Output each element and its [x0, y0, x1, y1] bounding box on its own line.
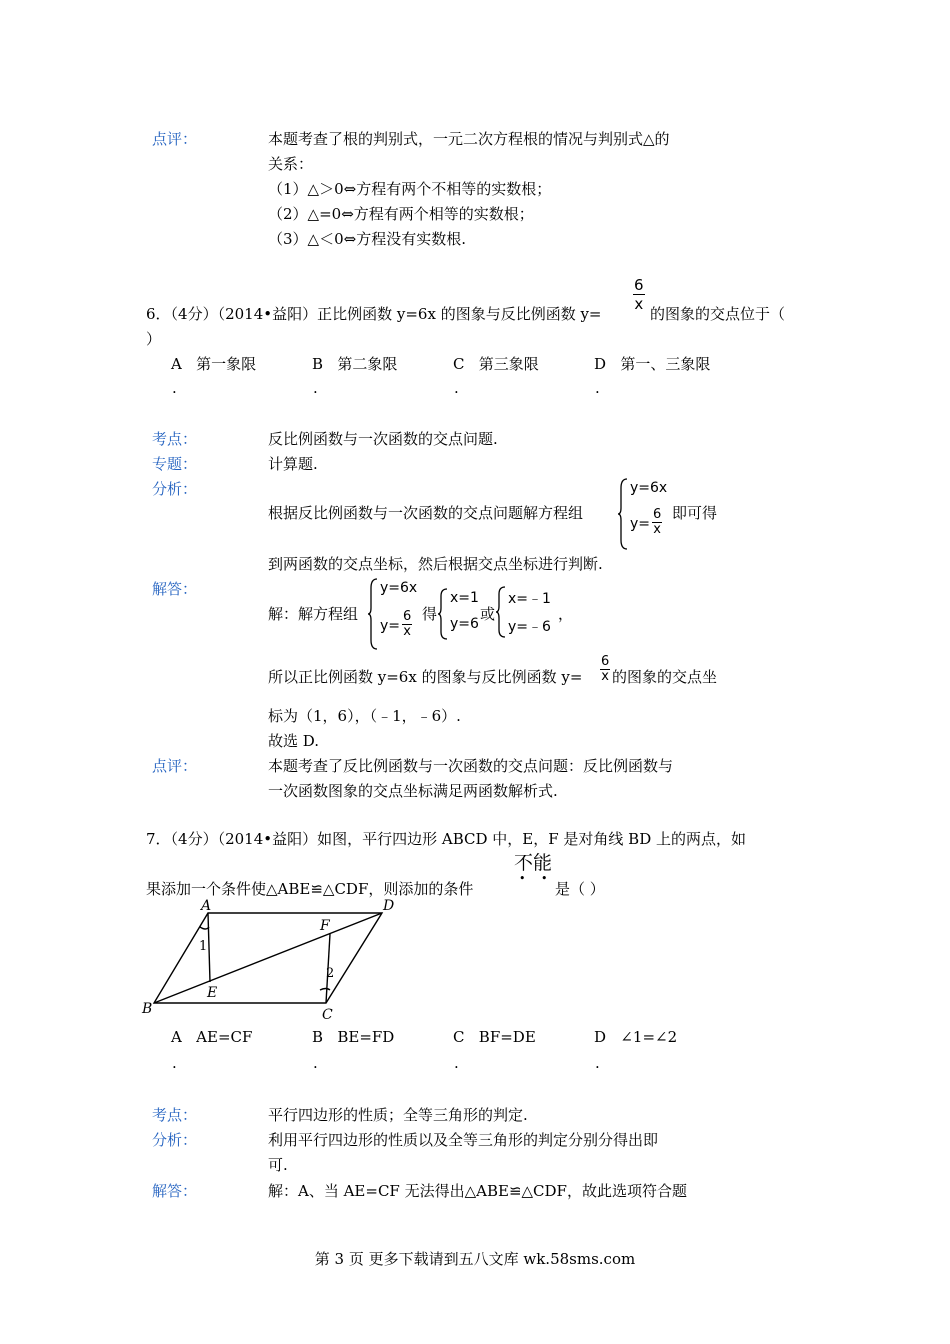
jieda-line2-tail: 的图象的交点坐 — [612, 668, 718, 686]
jieda-label: 解答： — [152, 580, 198, 598]
jieda-line3: 标为（1，6），（﹣1，﹣6）. — [268, 707, 461, 725]
option-dot: . — [313, 1054, 318, 1072]
fenxi-label: 分析： — [152, 1131, 198, 1149]
option-dot: . — [172, 379, 177, 397]
review-label: 点评： — [152, 757, 198, 775]
frac-denominator: x — [634, 295, 644, 313]
q7-stem-2: 果添加一个条件使△ABE≌△CDF，则添加的条件 — [146, 880, 474, 898]
option-text: 第三象限 — [478, 355, 539, 373]
system-fraction: $\frac{6}{x}$ — [403, 609, 412, 639]
q6-option-a[interactable] — [171, 353, 256, 374]
option-text: BF=DE — [478, 1028, 536, 1046]
review-line: 本题考查了根的判别式，一元二次方程根的情况与判别式△的 — [268, 130, 670, 148]
review-line: （3）△＜0⇔方程没有实数根. — [268, 230, 466, 248]
solution1-y: y=6 — [450, 616, 479, 632]
option-text: 第二象限 — [337, 355, 398, 373]
system-eq2: y= — [380, 618, 401, 634]
q6-stem-fraction — [633, 276, 645, 313]
q7-option-a[interactable] — [171, 1028, 252, 1046]
option-letter: D — [594, 1028, 607, 1046]
kaodian-text: 平行四边形的性质；全等三角形的判定. — [268, 1106, 528, 1124]
option-text: 第一、三象限 — [620, 355, 711, 373]
option-dot: . — [595, 379, 600, 397]
q6-option-c[interactable] — [453, 353, 539, 374]
system-eq1: y=6x — [630, 480, 668, 496]
jieda-de: 得 — [422, 605, 438, 623]
left-brace-icon — [368, 578, 378, 650]
emphasis-dot: • — [541, 872, 548, 885]
option-dot: . — [313, 379, 318, 397]
q7-stem: 7．（4分）（2014•益阳）如图，平行四边形 ABCD 中，E，F 是对角线 BD 上的两点，如 — [146, 830, 746, 848]
fenxi-text-2: 可. — [268, 1156, 288, 1174]
left-brace-icon — [618, 478, 628, 550]
option-letter: A — [171, 1028, 182, 1046]
q7-stem-3: 是（ ） — [555, 880, 605, 898]
jieda-systems — [368, 576, 608, 650]
emphasis-dot: • — [519, 872, 526, 885]
label-c: C — [322, 1007, 333, 1023]
jieda-text: 解：A、当 AE=CF 无法得出△ABE≌△CDF，故此选项符合题 — [268, 1182, 687, 1200]
frac-numerator: 6 — [634, 276, 644, 294]
fenxi-text: 根据反比例函数与一次函数的交点问题解方程组 — [268, 504, 584, 522]
label-f: F — [320, 918, 330, 934]
solution2-y: y=﹣6 — [508, 619, 551, 635]
label-a: A — [201, 898, 212, 914]
fenxi-text: 利用平行四边形的性质以及全等三角形的判定分别分得出即 — [268, 1131, 659, 1149]
jieda-label: 解答： — [152, 1182, 198, 1200]
option-text: ∠1=∠2 — [620, 1028, 678, 1046]
q6-stem-close: ） — [146, 330, 162, 348]
review-text: 一次函数图象的交点坐标满足两函数解析式. — [268, 782, 558, 800]
zhuanti-text: 计算题. — [268, 455, 318, 473]
system-eq1: y=6x — [380, 580, 418, 596]
fenxi-tail: 即可得 — [672, 504, 718, 522]
jieda-line2: 所以正比例函数 y=6x 的图象与反比例函数 y= — [268, 668, 583, 686]
option-dot: . — [172, 1054, 177, 1072]
system-fraction: $\frac{6}{x}$ — [653, 507, 662, 537]
jieda-comma: ， — [558, 605, 574, 623]
review-line: （2）△=0⇔方程有两个相等的实数根； — [268, 205, 534, 223]
review-line: （1）△＞0⇔方程有两个不相等的实数根； — [268, 180, 552, 198]
option-letter: B — [312, 355, 324, 373]
left-brace-icon — [438, 588, 448, 640]
option-letter: C — [453, 355, 465, 373]
system-eq2: y= — [630, 516, 651, 532]
diagonal-bd — [154, 913, 382, 1003]
kaodian-label: 考点： — [152, 1106, 198, 1124]
zhuanti-label: 专题： — [152, 455, 198, 473]
label-b: B — [142, 1001, 153, 1017]
kaodian-label: 考点： — [152, 430, 198, 448]
solution1-x: x=1 — [450, 590, 479, 606]
segment-ae — [208, 913, 210, 982]
option-dot: . — [595, 1054, 600, 1072]
option-letter: C — [453, 1028, 465, 1046]
review-label: 点评： — [152, 130, 198, 148]
q6-option-b[interactable] — [312, 353, 397, 374]
label-d: D — [383, 898, 395, 914]
kaodian-text: 反比例函数与一次函数的交点问题. — [268, 430, 498, 448]
q6-stem — [146, 303, 602, 324]
label-e: E — [207, 985, 218, 1001]
parallelogram-figure — [140, 893, 400, 1023]
review-line: 关系： — [268, 155, 314, 173]
q7-option-d[interactable] — [594, 1028, 677, 1046]
q6-stem-text: 6．（4分）（2014•益阳）正比例函数 y=6x 的图象与反比例函数 y= — [146, 305, 602, 323]
q7-option-c[interactable] — [453, 1028, 536, 1046]
jieda-or: 或 — [480, 605, 496, 623]
q7-option-b[interactable] — [312, 1028, 394, 1046]
option-dot: . — [454, 379, 459, 397]
q6-option-d[interactable] — [594, 353, 710, 374]
fenxi-label: 分析： — [152, 480, 198, 498]
angle-2-label: 2 — [326, 966, 335, 981]
angle-2-arc — [320, 989, 330, 991]
jieda-line4: 故选 D. — [268, 732, 320, 750]
jieda-text: 解：解方程组 — [268, 605, 359, 623]
solution2-x: x=﹣1 — [508, 591, 551, 607]
q7-emphasis: 不能 — [514, 852, 553, 874]
angle-1-label: 1 — [199, 939, 208, 954]
page-footer: 第 3 页 更多下载请到五八文库 wk.58sms.com — [314, 1250, 636, 1268]
review-text: 本题考查了反比例函数与一次函数的交点问题：反比例函数与 — [268, 757, 674, 775]
option-dot: . — [454, 1054, 459, 1072]
option-text: BE=FD — [337, 1028, 395, 1046]
option-text: 第一象限 — [196, 355, 257, 373]
angle-1-arc — [200, 927, 209, 929]
option-letter: B — [312, 1028, 324, 1046]
option-letter: D — [594, 355, 607, 373]
fenxi-text-2: 到两函数的交点坐标，然后根据交点坐标进行判断. — [268, 555, 603, 573]
option-letter: A — [171, 355, 182, 373]
left-brace-icon — [496, 586, 506, 638]
option-text: AE=CF — [196, 1028, 253, 1046]
jieda-fraction: $\frac{6}{x}$ — [601, 654, 610, 684]
q6-stem-tail: 的图象的交点位于（ — [650, 305, 786, 323]
